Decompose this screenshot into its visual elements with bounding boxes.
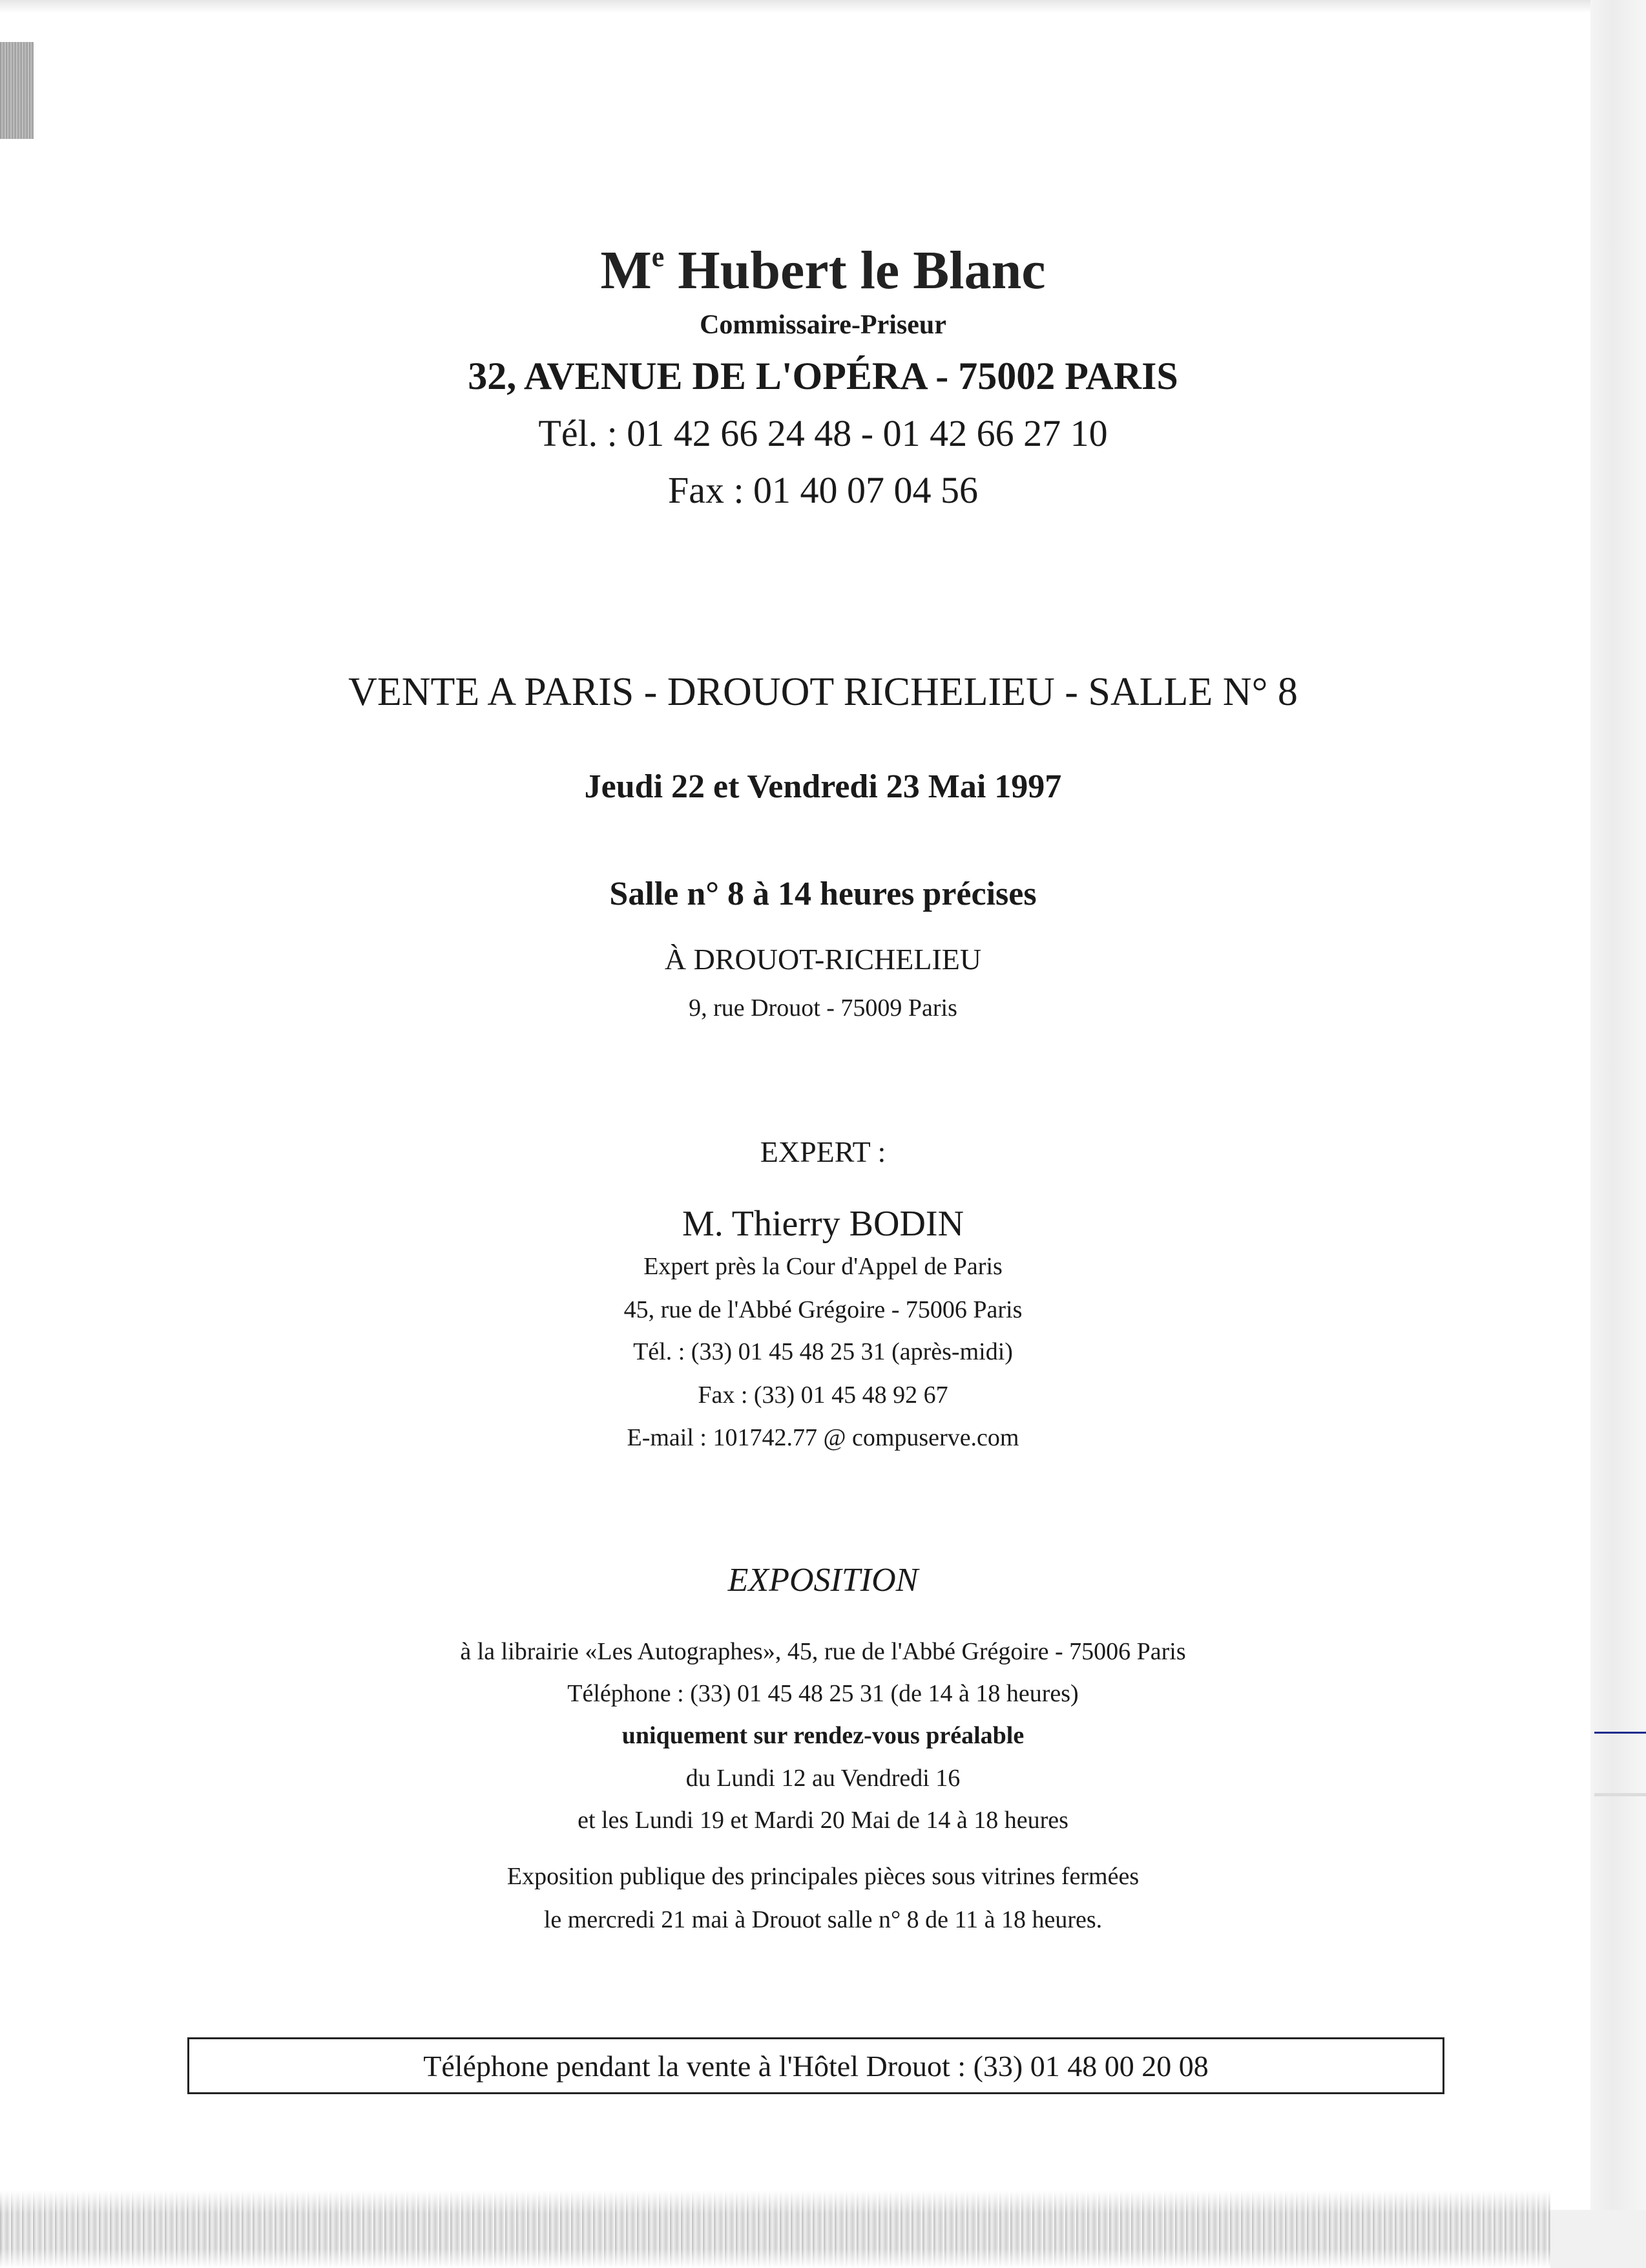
scan-edge-bottom-right	[1550, 2210, 1646, 2268]
expert-email: E-mail : 101742.77 @ compuserve.com	[627, 1424, 1019, 1451]
sale-address: 9, rue Drouot - 75009 Paris	[689, 994, 957, 1022]
exposition-location: à la librairie «Les Autographes», 45, rue de l'Abbé Grégoire - 75006 Paris	[460, 1638, 1186, 1665]
scan-mark-gray-line	[1594, 1793, 1646, 1796]
expert-heading: EXPERT :	[760, 1135, 886, 1168]
auctioneer-phone: Tél. : 01 42 66 24 48 - 01 42 66 27 10	[538, 412, 1108, 454]
auctioneer-prefix-sup: e	[651, 241, 665, 273]
public-exposition-line: Exposition publique des principales pièces sous vitrines fermées	[506, 1863, 1140, 1890]
auctioneer-name	[0, 240, 1646, 300]
sale-venue: VENTE A PARIS - DROUOT RICHELIEU - SALLE N° 8	[348, 670, 1298, 714]
exposition-heading: EXPOSITION	[727, 1562, 919, 1599]
auctioneer-address: 32, AVENUE DE L'OPÉRA - 75002 PARIS	[468, 355, 1178, 397]
sale-place: À DROUOT-RICHELIEU	[664, 943, 982, 976]
exposition-extra-dates: et les Lundi 19 et Mardi 20 Mai de 14 à 18 heures	[578, 1807, 1068, 1834]
scan-edge-bottom	[0, 2190, 1550, 2268]
scan-mark-left	[0, 42, 34, 139]
auctioneer-fax: Fax : 01 40 07 04 56	[667, 469, 979, 511]
sale-phone-box	[187, 2037, 1444, 2094]
expert-address: 45, rue de l'Abbé Grégoire - 75006 Paris	[623, 1296, 1023, 1323]
expert-name: M. Thierry BODIN	[682, 1204, 964, 1244]
auctioneer-name-text: Hubert le Blanc	[678, 240, 1046, 300]
auctioneer-prefix: M	[600, 240, 652, 300]
sale-phone-text: Téléphone pendant la vente à l'Hôtel Drouot : (33) 01 48 00 20 08	[423, 2049, 1209, 2083]
expert-role: Expert près la Cour d'Appel de Paris	[643, 1253, 1003, 1280]
exposition-appointment: uniquement sur rendez-vous préalable	[621, 1722, 1025, 1749]
exposition-phone: Téléphone : (33) 01 45 48 25 31 (de 14 à 18 heures)	[567, 1680, 1079, 1707]
exposition-dates: du Lundi 12 au Vendredi 16	[685, 1765, 961, 1792]
public-exposition-date: le mercredi 21 mai à Drouot salle n° 8 de 11 à 18 heures.	[543, 1906, 1103, 1933]
sale-room-time: Salle n° 8 à 14 heures précises	[609, 876, 1037, 912]
expert-fax: Fax : (33) 01 45 48 92 67	[698, 1381, 948, 1409]
expert-phone: Tél. : (33) 01 45 48 25 31 (après-midi)	[633, 1338, 1013, 1365]
auctioneer-title: Commissaire-Priseur	[700, 310, 946, 340]
scan-edge-top	[0, 0, 1646, 13]
sale-dates: Jeudi 22 et Vendredi 23 Mai 1997	[584, 768, 1062, 805]
